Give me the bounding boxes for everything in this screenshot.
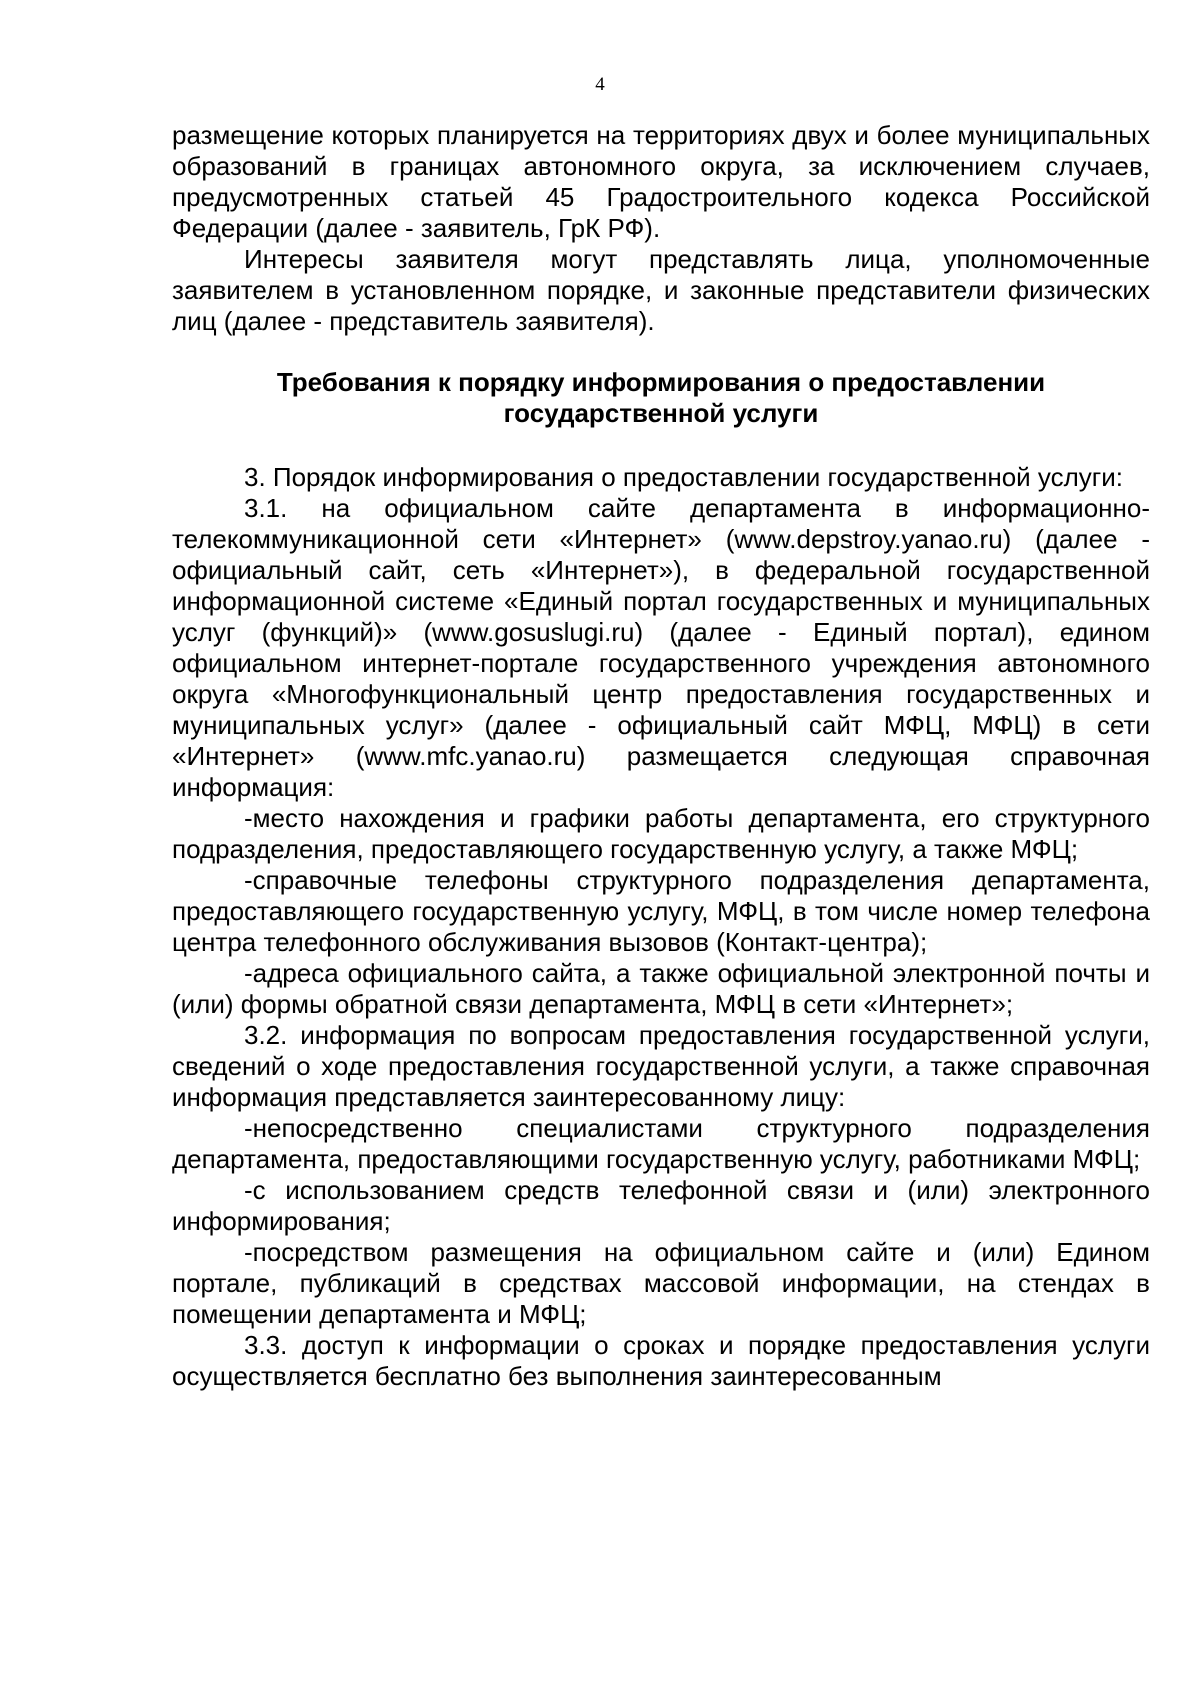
document-body	[172, 120, 1150, 1392]
list-item-publication: -посредством размещения на официальном сайте и (или) Едином портале, публикаций в средствах массовой информации, на стендах в помещении департамента и МФЦ;	[172, 1237, 1150, 1329]
list-item-phones: -справочные телефоны структурного подразделения департамента, предоставляющего государственную услугу, МФЦ, в том числе номер телефона центра телефонного обслуживания вызовов (Контакт-центра);	[172, 865, 1150, 957]
paragraph-3-3: 3.3. доступ к информации о сроках и порядке предоставления услуги осуществляется бесплатно без выполнения заинтересованным	[172, 1330, 1150, 1391]
list-item-addresses: -адреса официального сайта, а также официальной электронной почты и (или) формы обратной связи департамента, МФЦ в сети «Интернет»;	[172, 958, 1150, 1019]
list-item-telephone: -с использованием средств телефонной связи и (или) электронного информирования;	[172, 1175, 1150, 1236]
paragraph-applicant-continuation: размещение которых планируется на территориях двух и более муниципальных образований в границах автономного округа, за исключением случаев, предусмотренных статьей 45 Градостроительного кодекса Российской Федерации (далее - заявитель, ГрК РФ).	[172, 120, 1150, 243]
list-item-specialists: -непосредственно специалистами структурного подразделения департамента, предоставляющими государственную услугу, работниками МФЦ;	[172, 1113, 1150, 1174]
section-heading-line-2: государственной услуги	[503, 398, 819, 428]
paragraph-3-1: 3.1. на официальном сайте департамента в информационно-телекоммуникационной сети «Интернет» (www.depstroy.yanao.ru) (далее - официальный сайт, сеть «Интернет»), в федеральной государственной информационной системе «Единый портал государственных и муниципальных услуг (функций)» (www.gosuslugi.ru) (далее - Единый портал), едином официальном интернет-портале государственного учреждения автономного округа «Многофункциональный центр предоставления государственных и муниципальных услуг» (далее - официальный сайт МФЦ, МФЦ) в сети «Интернет» (www.mfc.yanao.ru) размещается следующая справочная информация:	[172, 493, 1150, 802]
page-number: 4	[595, 74, 605, 95]
list-item-locations: -место нахождения и графики работы департамента, его структурного подразделения, предоставляющего государственную услугу, а также МФЦ;	[172, 803, 1150, 864]
paragraph-3: 3. Порядок информирования о предоставлении государственной услуги:	[244, 462, 1124, 492]
paragraph-representatives: Интересы заявителя могут представлять лица, уполномоченные заявителем в установленном порядке, и законные представители физических лиц (далее - представитель заявителя).	[172, 244, 1150, 336]
paragraph-3-2: 3.2. информация по вопросам предоставления государственной услуги, сведений о ходе предоставления государственной услуги, а также справочная информация представляется заинтересованному лицу:	[172, 1020, 1150, 1112]
section-heading	[172, 367, 1150, 429]
section-heading-line-1: Требования к порядку информирования о предоставлении	[276, 367, 1046, 397]
